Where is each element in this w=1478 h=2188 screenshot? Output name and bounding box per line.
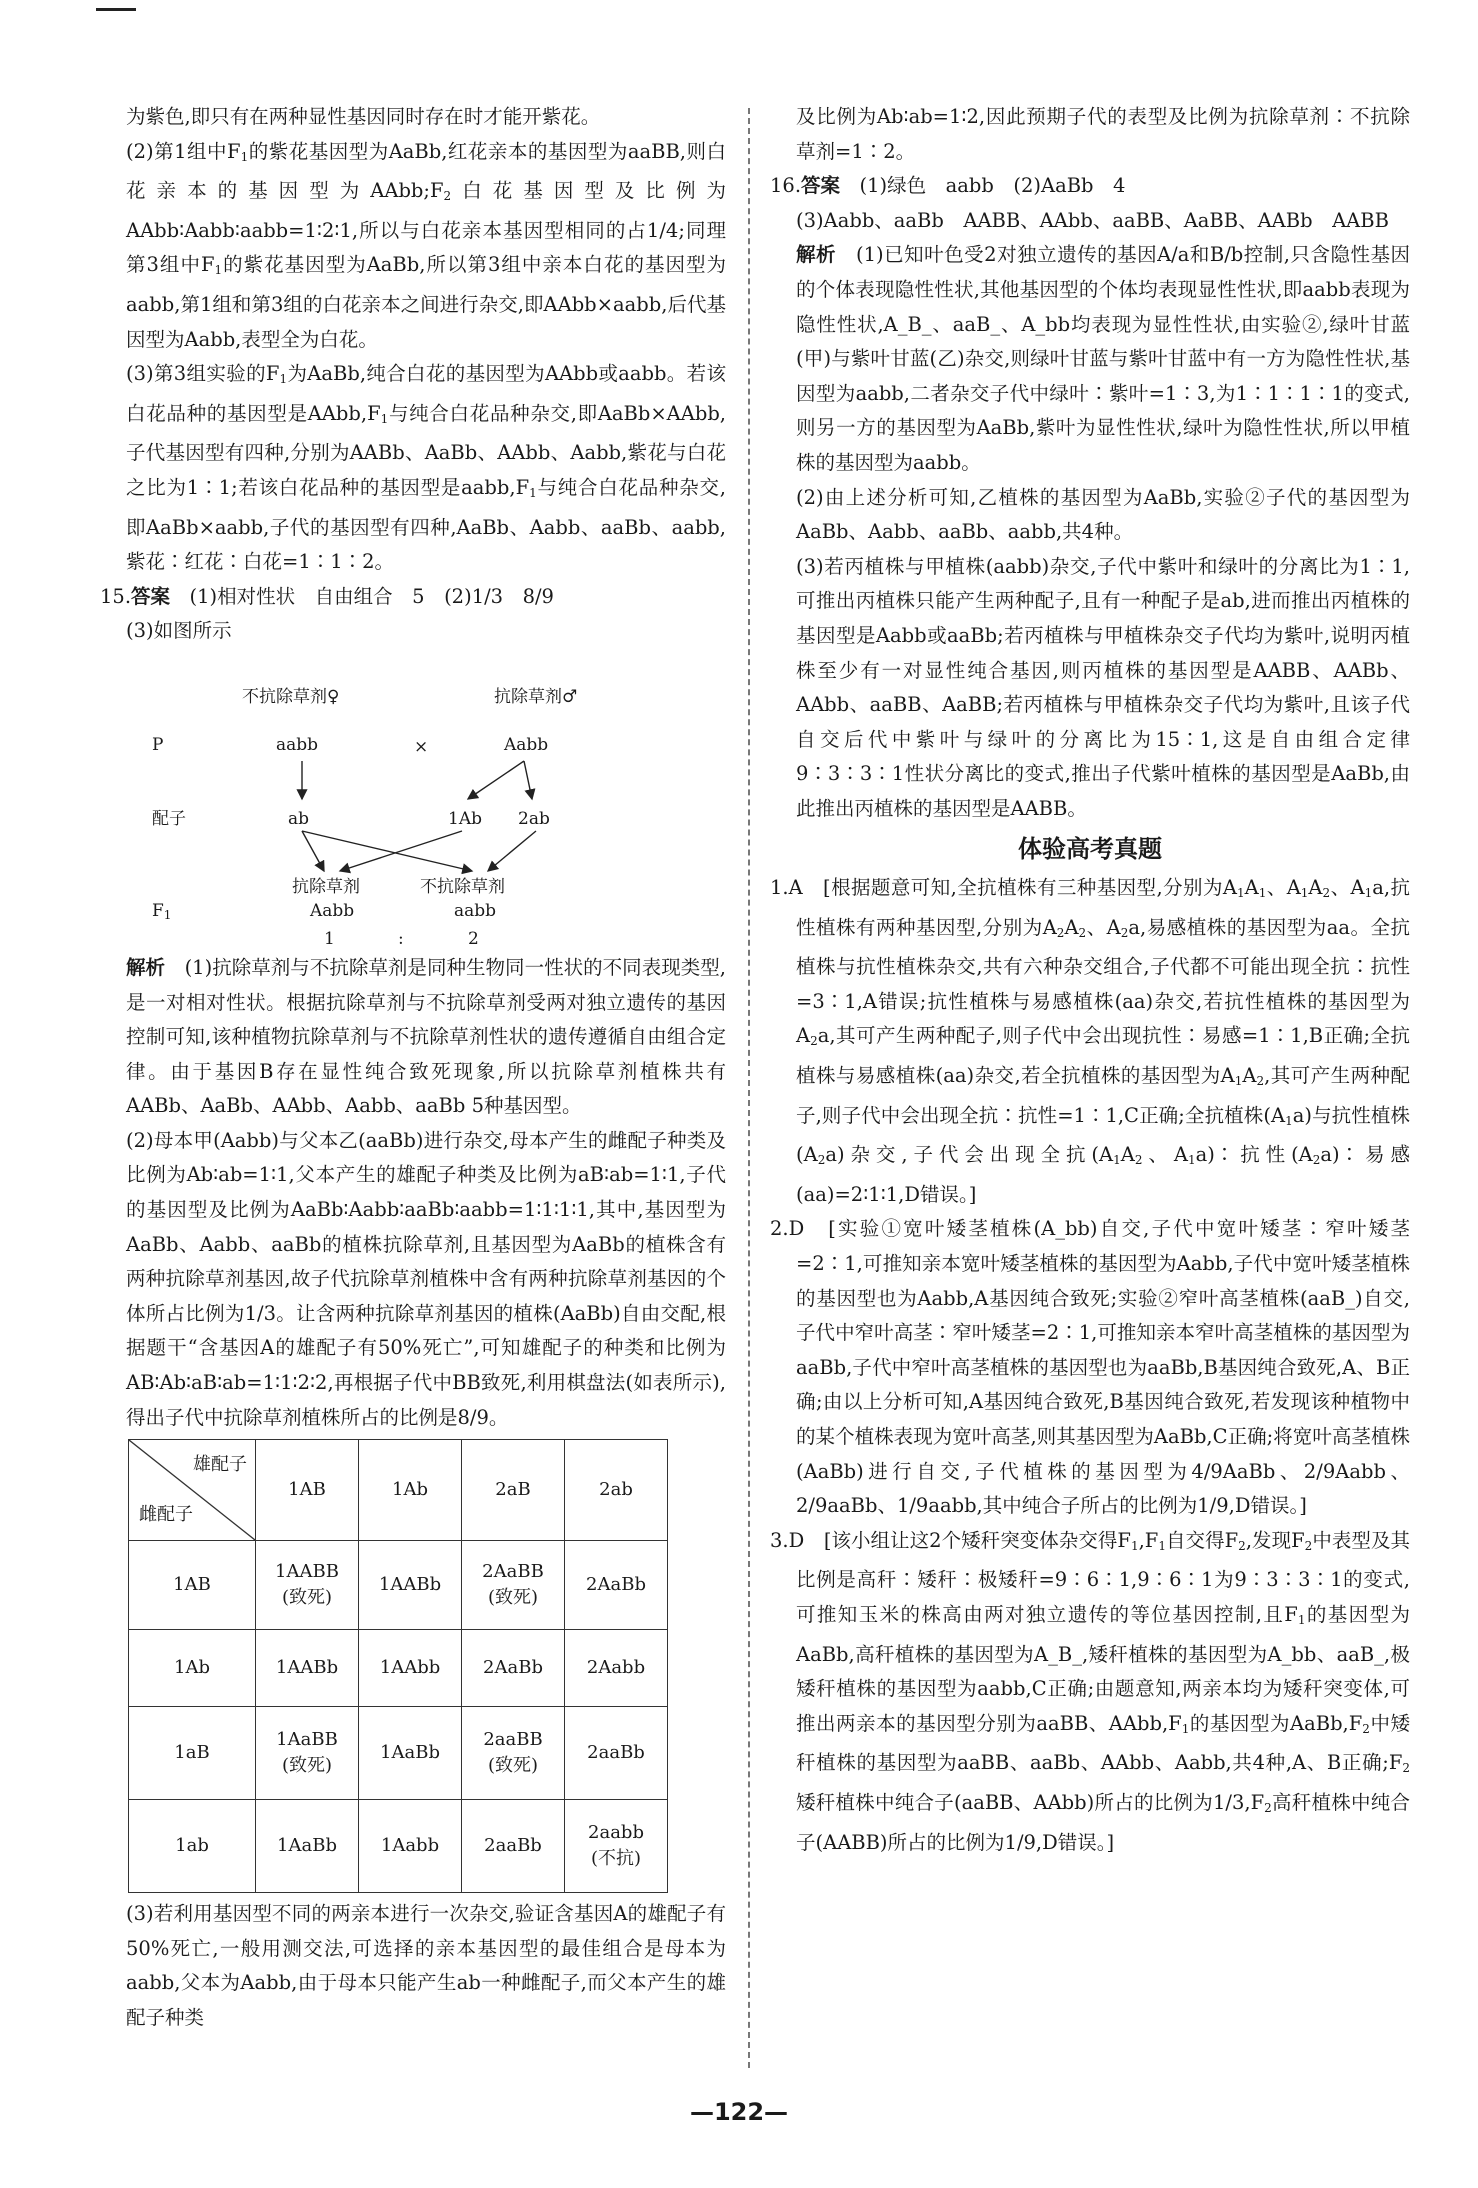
q14-para-3 [126, 357, 726, 580]
q15-analysis-text-3: (3)若利用基因型不同的两亲本进行一次杂交,验证含基因A的雄配子有50%死亡,一般用测交法,可选择的亲本基因型的最佳组合是母本为aabb,父本为Aabb,由于母本只能产生ab一种雌配子,而父本产生的雄配子种类 [126, 1902, 726, 2029]
q16-analysis-2: (2)由上述分析可知,乙植株的基因型为AaBb,实验②子代的基因型为AaBb、Aabb、aaBb、aabb,共4种。 [796, 485, 1410, 544]
male-gamete-header: 雄配子 [193, 1454, 247, 1476]
q15-analysis-text-2: (2)母本甲(Aabb)与父本乙(aaBb)进行杂交,母本产生的雌配子种类及比例为Ab∶ab=1∶1,父本产生的雄配子种类及比例为aB∶ab=1∶1,子代的基因型及比例为AaBb∶Aabb∶aaBb∶aabb=1∶1∶1∶1,其中,基因型为AaBb、Aabb、aaBb的植株抗除草剂,且基因型为AaBb的植株含有两种抗除草剂基因,故子代抗除草剂植株中含有两种抗除草剂基因的个体所占比例为1/3。让含两种抗除草剂基因的植株(AaBb)自由交配,根据题干“含基因A的雄配子有50%死亡”,可知雄配子的种类和比例为AB∶Ab∶aB∶ab=1∶1∶2∶2,再根据子代中BB致死,利用棋盘法(如表所示),得出子代中抗除草剂植株所占的比例是8/9。 [126, 1128, 726, 1429]
subscript: 1 [1236, 886, 1245, 901]
female-gamete-header: 雌配子 [139, 1504, 193, 1526]
male-genotype: Aabb [504, 734, 549, 755]
table-cell [565, 1800, 668, 1893]
g3-text: 的基因型为AaBb,F [1189, 1711, 1363, 1735]
female-parent-label: 不抗除草剂♀ [242, 686, 340, 707]
subscript: 1 [214, 263, 223, 278]
cell-genotype: 1AABB [275, 1561, 339, 1583]
q15-analysis-text-1: (1)抗除草剂与不抗除草剂是同种生物同一性状的不同表现类型,是一对相对性状。根据抗除草剂与不抗除草剂受两对独立遗传的基因控制可知,该种植物抗除草剂与不抗除草剂性状的遗传遵循自由组合定律。由于基因B存在显性纯合致死现象,所以抗除草剂植株共有AABb、AaBb、AAbb、Aabb、aaBb 5种基因型。 [126, 955, 726, 1118]
subscript: 1 [380, 411, 389, 426]
cell-genotype: 2aaBB [483, 1729, 543, 1751]
subscript: 1 [279, 372, 288, 387]
row-header: 1AB [129, 1541, 256, 1630]
q14-text-2a: (2)第1组中F [126, 139, 241, 163]
table-corner-cell [129, 1440, 256, 1541]
col-header: 1AB [256, 1440, 359, 1541]
answer-label: 答案 [131, 584, 171, 608]
table-cell [359, 1630, 462, 1707]
subscript: 2 [1256, 1074, 1265, 1089]
offspring-2-genotype: aabb [454, 900, 497, 921]
subscript: 2 [1322, 886, 1331, 901]
g3-text: ,F [1138, 1528, 1159, 1552]
subscript: 1 [1364, 886, 1373, 901]
q15-answer [100, 580, 726, 615]
subscript: 2 [1264, 1800, 1272, 1815]
g3-text: [该小组让这2个矮秆突变体杂交得F [823, 1528, 1131, 1552]
cell-genotype: 2aaBb [587, 1742, 645, 1764]
q16-answer-2: (3)Aabb、aaBb AABB、AAbb、aaBB、AaBB、AABb AABB [796, 208, 1389, 232]
table-cell [462, 1541, 565, 1630]
q16-analysis-text-1: (1)已知叶色受2对独立遗传的基因A/a和B/b控制,只含隐性基因的个体表现隐性性状,其他基因型的个体均表现显性性状,即aabb表现为隐性性状,A_B_、aaB_、A_bb均表现为显性性状,由实验②,绿叶甘蓝(甲)与紫叶甘蓝(乙)杂交,则绿叶甘蓝与紫叶甘蓝中有一方为隐性性状,基因型为aabb,二者杂交子代中绿叶∶紫叶=1∶3,为1∶1∶1∶1的变式,则另一方的基因型为AaBb,紫叶为显性性状,绿叶为隐性性状,所以甲植株的基因型为aabb。 [796, 243, 1410, 474]
table-header-row [129, 1440, 668, 1541]
g1-text: a,其可产生两种配子,则子代中会出现抗性∶易感=1∶1,B正确;全抗植株与易感植株(aa)杂交,若全抗植株的基因型为A [796, 1024, 1410, 1088]
cell-genotype: 1AABb [275, 1657, 339, 1679]
subscript: 2 [1120, 925, 1129, 940]
cell-genotype: 2aabb [588, 1822, 644, 1844]
table-cell [256, 1707, 359, 1800]
offspring-1-genotype: Aabb [310, 900, 355, 921]
subscript: 2 [1312, 1153, 1321, 1168]
table-cell [462, 1707, 565, 1800]
g1-number: 1.A [770, 876, 803, 900]
gamete-label: 配子 [152, 808, 186, 829]
p-label: P [152, 734, 164, 755]
cell-genotype: 2aaBb [484, 1835, 542, 1857]
subscript: 1 [1285, 1113, 1293, 1128]
subscript: 2 [1056, 925, 1065, 940]
male-parent-label: 抗除草剂♂ [494, 686, 578, 707]
table-row [129, 1541, 668, 1630]
top-rule [96, 8, 136, 11]
g1-text: A [1242, 1064, 1257, 1088]
subscript: 1 [1234, 1074, 1243, 1089]
cell-genotype: 1AaBb [277, 1835, 337, 1857]
g1-text: A [1308, 876, 1323, 900]
subscript: 1 [1300, 886, 1309, 901]
gamete-female: ab [288, 808, 310, 829]
f1-label [152, 901, 171, 925]
column-divider [748, 108, 750, 2068]
g1-text: 、A [1330, 876, 1365, 900]
q14-text-2c: 白花基因型及比例为AAbb∶Aabb∶aabb=1∶2∶1,所以与白花亲本基因型相同的占1/4;同理第3组中F [126, 179, 726, 277]
table-cell [256, 1541, 359, 1630]
q15-analysis-1 [126, 951, 726, 1124]
subscript: 1 [163, 907, 172, 922]
table-cell [256, 1800, 359, 1893]
subscript: 1 [1113, 1153, 1121, 1168]
table-cell [462, 1630, 565, 1707]
table-cell [462, 1800, 565, 1893]
gaokao-q1 [770, 871, 1410, 1212]
offspring-2-label: 不抗除草剂 [420, 876, 505, 897]
table-cell [565, 1630, 668, 1707]
g1-text: A [1244, 876, 1259, 900]
left-column [100, 100, 727, 2036]
subscript: 2 [810, 1034, 818, 1049]
g1-text: [根据题意可知,全抗植株有三种基因型,分别为A [823, 876, 1237, 900]
cell-note: (致死) [281, 1587, 333, 1609]
gaokao-q2 [770, 1212, 1410, 1523]
cell-genotype: 2AaBB [482, 1561, 544, 1583]
g1-text: ,其可产生两种配子,则子代中会出现全抗∶抗性=1∶1,C正确;全抗植株(A [796, 1064, 1411, 1127]
q15-analysis-2 [126, 1124, 726, 1435]
subscript: 2 [443, 189, 452, 204]
answer-label: 答案 [801, 174, 841, 198]
page-number: —122— [689, 2098, 789, 2126]
analysis-label: 解析 [126, 955, 166, 979]
g1-text: a)杂交,子代会出现全抗(A [825, 1143, 1114, 1167]
ratio-1: 1 [324, 928, 335, 949]
punnett-table [128, 1439, 668, 1893]
subscript: 2 [1238, 1538, 1246, 1553]
g3-text: 自交得F [1165, 1528, 1239, 1552]
q15-number: 15. [100, 584, 132, 608]
g3-text: 中矮秆植株的基因型为aaBB、aaBb、AAbb、Aabb,共4种,A、B正确;F [796, 1711, 1410, 1775]
subscript: 1 [1158, 1538, 1166, 1553]
g1-text: a,抗性植株有两种基因型,分别为A [796, 876, 1410, 939]
q14-para-1 [126, 100, 726, 135]
subscript: 2 [817, 1153, 826, 1168]
cell-note: (不抗) [590, 1848, 642, 1870]
subscript: 1 [1297, 1612, 1306, 1627]
q14-text-3a: (3)第3组实验的F [126, 362, 280, 386]
g1-text: a)∶易感(aa)=2∶1∶1,D错误。] [796, 1143, 1411, 1206]
g1-text: 、A [1086, 915, 1121, 939]
subscript: 1 [1258, 886, 1267, 901]
g3-text: ,发现F [1245, 1528, 1305, 1552]
q14-text-1: 为紫色,即只有在两种显性基因同时存在时才能开紫花。 [126, 105, 601, 128]
q14-text-3b: 为AaBb,纯合白花的基因型为AAbb或aabb。若该白花品种的基因型是AAbb,F [126, 362, 726, 425]
col-header: 2aB [462, 1440, 565, 1541]
q16-number: 16. [770, 174, 802, 198]
subscript: 1 [1181, 1721, 1190, 1736]
subscript: 2 [1134, 1153, 1143, 1168]
female-genotype: aabb [276, 734, 319, 755]
subscript: 1 [1130, 1538, 1139, 1553]
g3-text: 矮秆植株中纯合子(aaBB、AAbb)所占的比例为1/3,F [796, 1790, 1265, 1814]
q14-para-2 [126, 135, 726, 358]
g2-number: 2.D [770, 1217, 805, 1241]
gamete-male-2: 2ab [518, 808, 550, 829]
table-row [129, 1707, 668, 1800]
cross-symbol: × [414, 736, 429, 757]
table-cell [565, 1541, 668, 1630]
table-cell [565, 1707, 668, 1800]
q15-continuation: 及比例为Ab∶ab=1∶2,因此预期子代的表型及比例为抗除草剂∶不抗除草剂=1∶2。 [796, 105, 1410, 163]
subscript: 2 [1402, 1761, 1410, 1776]
row-header: 1Ab [129, 1630, 256, 1707]
row-header: 1aB [129, 1707, 256, 1800]
g1-text: 、A [1266, 876, 1301, 900]
g3-number: 3.D [770, 1528, 805, 1552]
cell-genotype: 2Aabb [586, 1657, 646, 1679]
g3-text: 高秆植株中纯合子(AABB)所占的比例为1/9,D错误。] [796, 1790, 1410, 1854]
subscript: 2 [1078, 925, 1087, 940]
offspring-1-label: 抗除草剂 [292, 876, 360, 897]
q15-answer-text: (1)相对性状 自由组合 5 (2)1/3 8/9 [189, 584, 554, 608]
q16-answer [770, 169, 1410, 204]
table-cell [359, 1541, 462, 1630]
subscript: 2 [1304, 1538, 1313, 1553]
table-cell [359, 1707, 462, 1800]
g1-text: 、A [1142, 1143, 1188, 1167]
gamete-male-1: 1Ab [448, 808, 482, 829]
table-cell [256, 1630, 359, 1707]
q14-text-3d: 与纯合白花品种杂交,即AaBb×aabb,子代的基因型有四种,AaBb、Aabb、aaBb、aabb,紫花∶红花∶白花=1∶1∶2。 [126, 475, 726, 574]
cell-genotype: 1Aabb [380, 1835, 440, 1857]
q14-text-3c: 与纯合白花品种杂交,即AaBb×AAbb,子代基因型有四种,分别为AABb、AaBb、AAbb、Aabb,紫花与白花之比为1∶1;若该白花品种的基因型是aabb,F [126, 401, 727, 499]
g1-text: a)∶抗性(A [1195, 1143, 1313, 1167]
table-row [129, 1630, 668, 1707]
table-row [129, 1800, 668, 1893]
cell-genotype: 1AABb [378, 1574, 442, 1596]
f1-letter: F [152, 900, 164, 921]
cell-genotype: 2AaBb [586, 1574, 646, 1596]
q15-fig-caption: (3)如图所示 [126, 619, 232, 643]
g3-text: 的基因型为AaBb,高秆植株的基因型为A_B_,矮秆植株的基因型为A_bb、aaB_,极矮秆植株的基因型为aabb,C正确;由题意知,两亲本均为矮秆突变体,可推出两亲本的基因型分别为aaBB、AAbb,F [796, 1602, 1410, 1735]
cell-genotype: 2AaBb [483, 1657, 543, 1679]
table-cell [359, 1800, 462, 1893]
q16-answer-text-1: (1)绿色 aabb (2)AaBb 4 [859, 174, 1126, 198]
cell-note: (致死) [487, 1755, 539, 1777]
analysis-label: 解析 [796, 243, 837, 267]
cross-diagram [152, 649, 726, 951]
cell-genotype: 1AaBb [380, 1742, 440, 1764]
q14-text-2b: 的紫花基因型为AaBb,红花亲本的基因型为aaBB,则白花亲本的基因型为AAbb;F [126, 139, 726, 203]
subscript: 1 [529, 485, 537, 500]
cell-genotype: 1AAbb [379, 1657, 441, 1679]
q16-analysis-3: (3)若丙植株与甲植株(aabb)杂交,子代中紫叶和绿叶的分离比为1∶1,可推出丙植株只能产生两种配子,且有一种配子是ab,进而推出丙植株的基因型是Aabb或aaBb;若丙植株与甲植株杂交子代均为紫叶,说明丙植株至少有一对显性纯合基因,则丙植株的基因型是AABB、AABb、AAbb、aaBB、AaBB;若丙植株与甲植株杂交子代均为紫叶,且该子代自交后代中紫叶与绿叶的分离比为15∶1,这是自由组合定律9∶3∶3∶1性状分离比的变式,推出子代紫叶植株的基因型是AaBb,由此推出丙植株的基因型是AABB。 [796, 554, 1410, 820]
section-title: 体验高考真题 [1018, 835, 1162, 864]
col-header: 2ab [565, 1440, 668, 1541]
q15-analysis-3 [126, 1897, 726, 2035]
subscript: 2 [1362, 1721, 1370, 1736]
g2-text: [实验①宽叶矮茎植株(A_bb)自交,子代中宽叶矮茎∶窄叶矮茎=2∶1,可推知亲本宽叶矮茎植株的基因型为Aabb,子代中宽叶矮茎植株的基因型也为Aabb,A基因纯合致死;实验②窄叶高茎植株(aaB_)自交,子代中窄叶高茎∶窄叶矮茎=2∶1,可推知亲本窄叶高茎植株的基因型为aaBb,子代中窄叶高茎植株的基因型也为aaBb,B基因纯合致死,A、B正确;由以上分析可知,A基因纯合致死,B基因纯合致死,若发现该种植物中的某个植株表现为宽叶高茎,则其基因型为AaBb,C正确;将宽叶高茎植株(AaBb)进行自交,子代植株的基因型为4/9AaBb、2/9Aabb、2/9aaBb、1/9aabb,其中纯合子所占的比例为1/9,D错误。] [796, 1217, 1410, 1518]
g1-text: a)与抗性植株(A [796, 1103, 1411, 1167]
col-header: 1Ab [359, 1440, 462, 1541]
gaokao-q3 [770, 1524, 1410, 1860]
q14-text-2d: 的紫花基因型为AaBb,所以第3组中亲本白花的基因型为aabb,第1组和第3组的白花亲本之间进行杂交,即AAbb×aabb,后代基因型为Aabb,表型全为白花。 [126, 253, 726, 351]
cell-note: (致死) [487, 1587, 539, 1609]
ratio-colon: : [398, 928, 404, 949]
g3-text: 中表型及其比例是高秆∶矮秆∶极矮秆=9∶6∶1,9∶6∶1为9∶3∶3∶1的变式,可推知玉米的株高由两对独立遗传的等位基因控制,且F [796, 1528, 1410, 1626]
g1-text: A [1064, 915, 1079, 939]
g1-text: A [1120, 1143, 1135, 1167]
right-column [770, 100, 1410, 1860]
ratio-2: 2 [468, 928, 479, 949]
subscript: 1 [1187, 1153, 1196, 1168]
row-header: 1ab [129, 1800, 256, 1893]
cell-note: (致死) [281, 1755, 333, 1777]
cell-genotype: 1AaBB [276, 1729, 338, 1751]
subscript: 1 [240, 149, 249, 164]
q16-analysis-1 [770, 238, 1410, 480]
g1-text: a,易感植株的基因型为aa。全抗植株与抗性植株杂交,共有六种杂交组合,子代都不可能出现全抗∶抗性=3∶1,A错误;抗性植株与易感植株(aa)杂交,若抗性植株的基因型为A [796, 915, 1410, 1048]
